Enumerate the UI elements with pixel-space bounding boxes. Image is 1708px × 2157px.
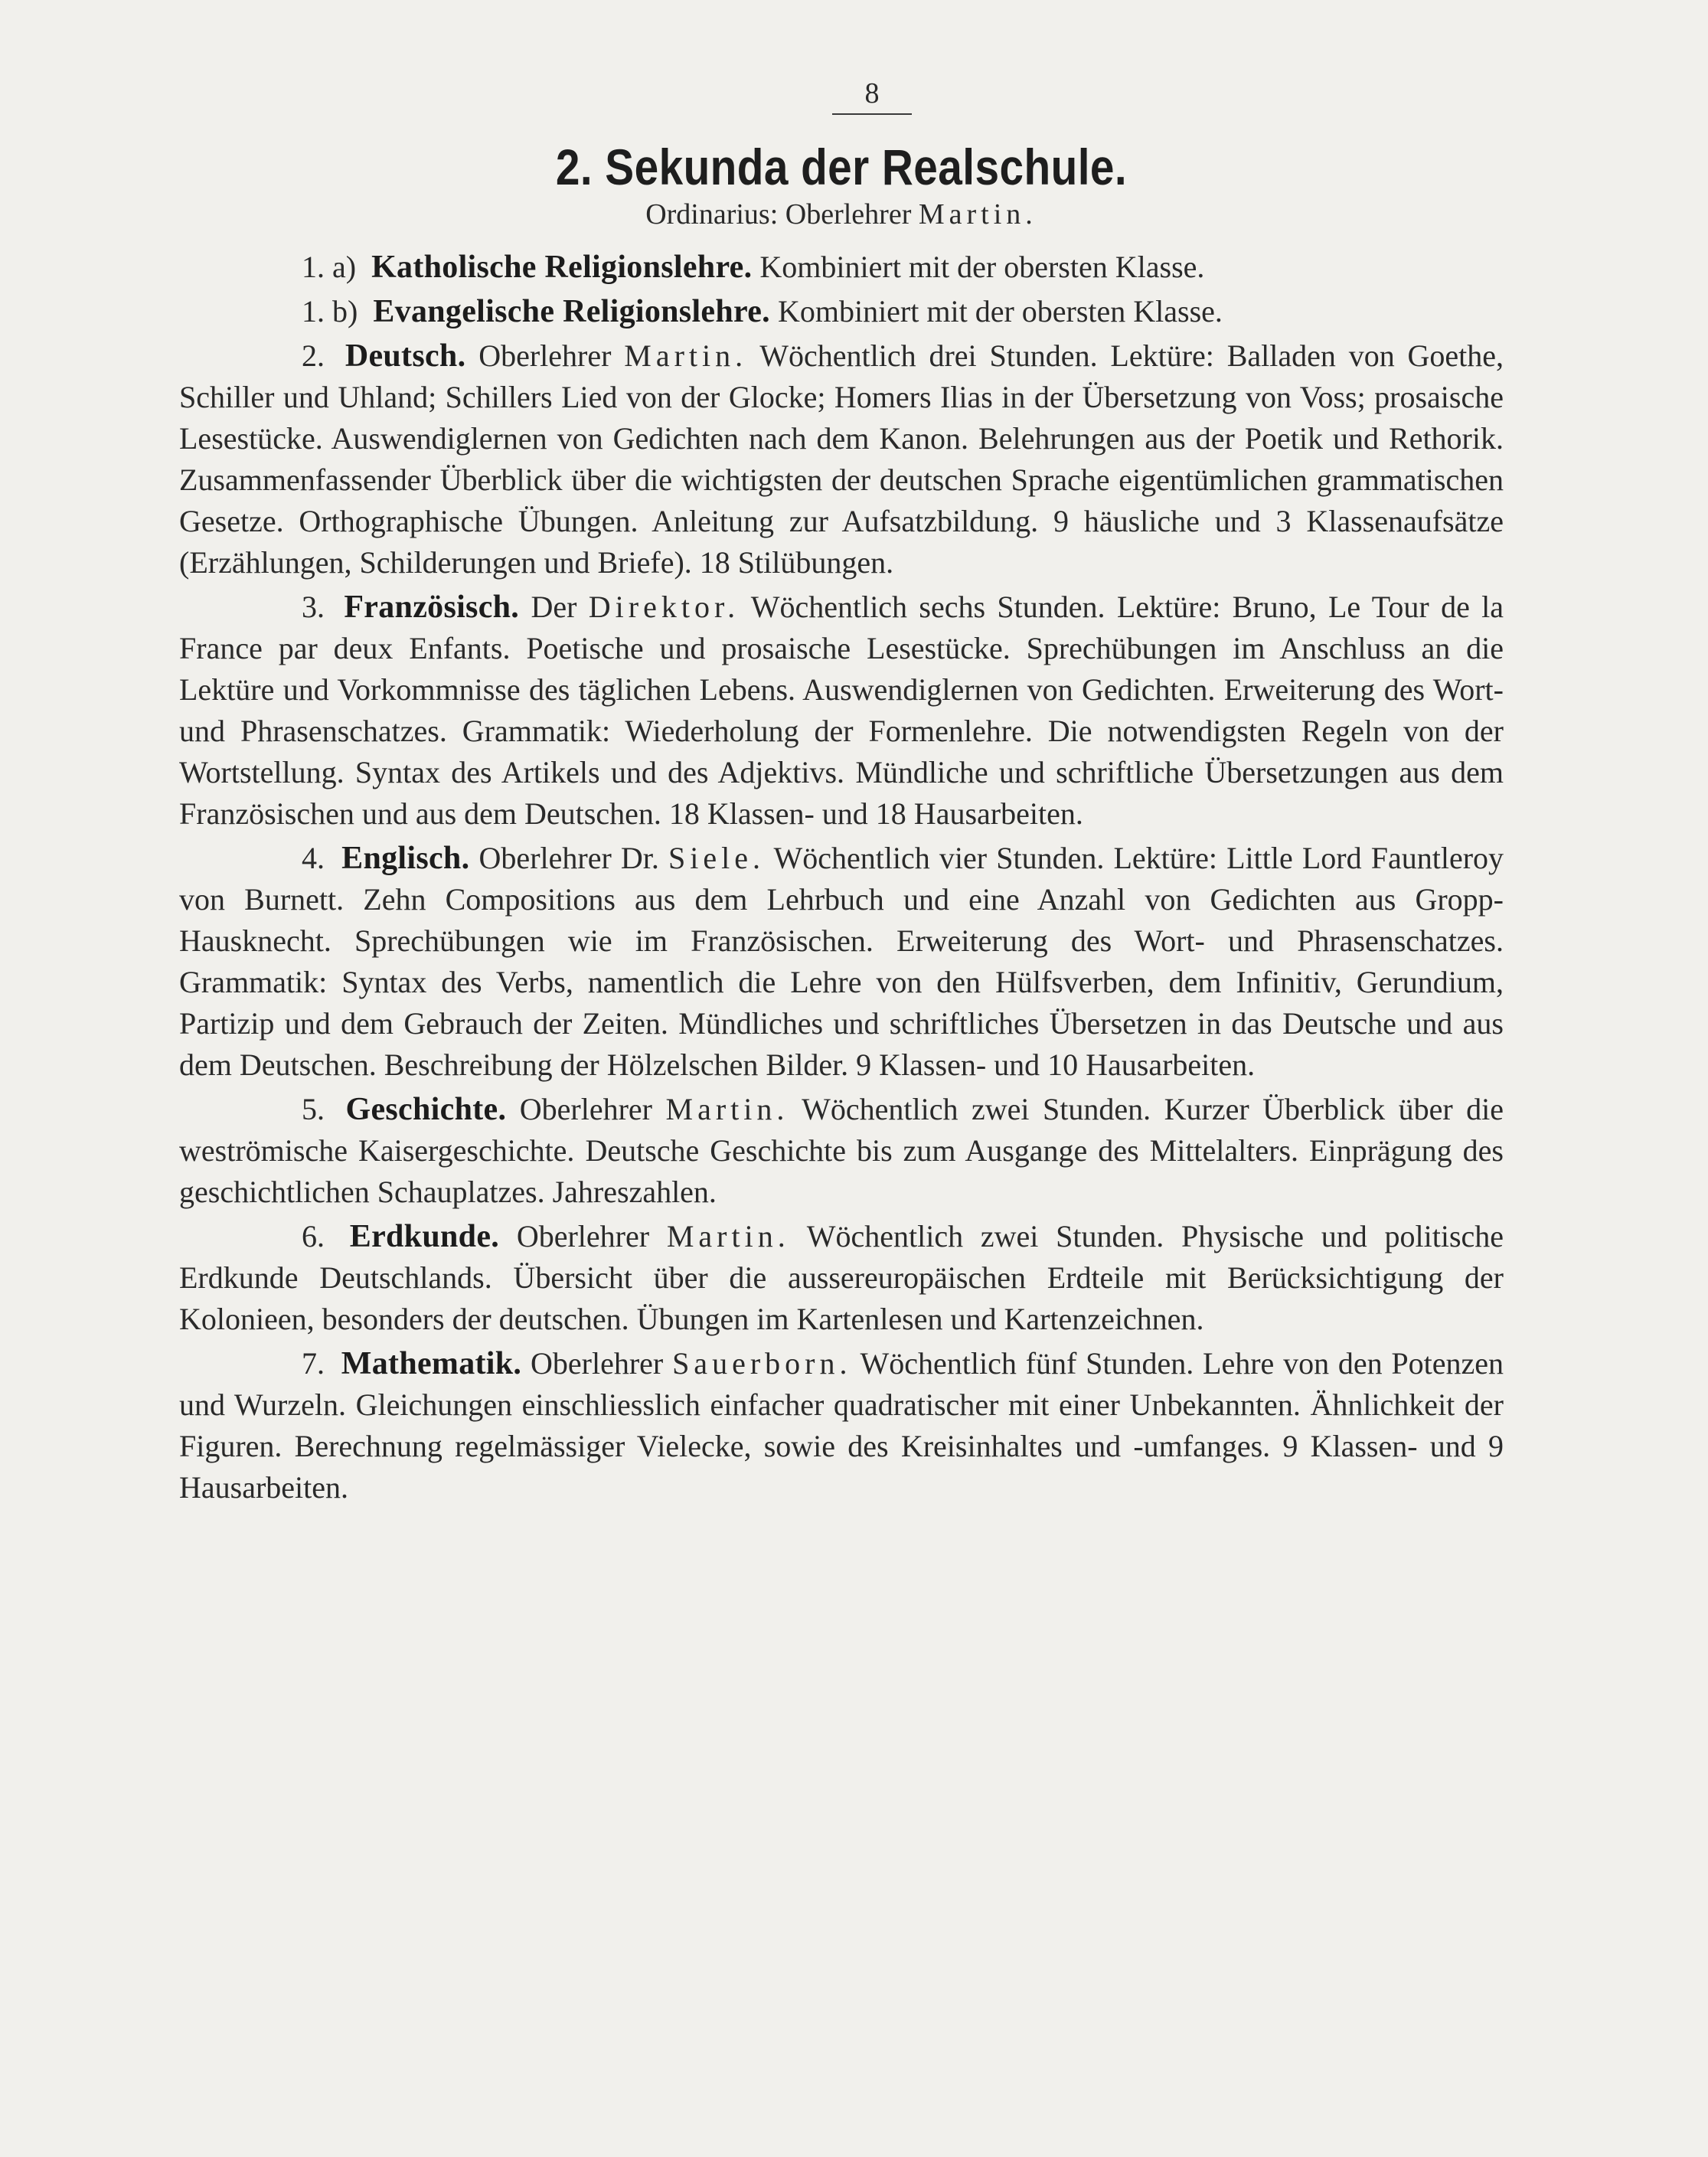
section-deutsch xyxy=(179,335,1504,583)
document-page xyxy=(179,77,1504,1508)
section-heading: Geschichte. xyxy=(345,1092,507,1127)
section-teacher-prefix: Oberlehrer xyxy=(478,338,612,373)
page-number: 8 xyxy=(864,77,880,109)
section-number: 2. xyxy=(302,338,325,373)
section-teacher-prefix: Oberlehrer xyxy=(519,1092,652,1126)
section-geschichte xyxy=(179,1089,1504,1213)
section-number: 1. a) xyxy=(302,250,357,284)
section-heading: Englisch. xyxy=(341,841,470,876)
section-body: Wöchentlich vier Stunden. Lektüre: Little Lord Fauntleroy von Burnett. Zehn Compositions aus dem Lehrbuch und eine Anzahl von Gedichten aus Gropp-Hausknecht. Sprechübungen wie im Französischen. Erweiterung des Wort- und Phrasenschatzes. Grammatik: Syntax des Verbs, namentlich die Lehre von den Hülfsverben, dem Infinitiv, Gerundium, Partizip und dem Gebrauch der Zeiten. Mündliches und schriftliches Übersetzen in das Deutsche und aus dem Deutschen. Beschreibung der Hölzelschen Bilder. 9 Klassen- und 10 Hausarbeiten. xyxy=(179,841,1504,1082)
section-mathematik xyxy=(179,1343,1504,1508)
section-heading: Mathematik. xyxy=(341,1346,522,1381)
section-number: 4. xyxy=(302,841,325,875)
section-teacher-prefix: Oberlehrer Dr. xyxy=(478,841,659,875)
section-englisch xyxy=(179,838,1504,1086)
section-number: 5. xyxy=(302,1092,325,1126)
section-heading: Deutsch. xyxy=(345,338,466,374)
section-body: Wöchentlich zwei Stunden. Kurzer Überblick über die weströmische Kaisergeschichte. Deutsche Geschichte bis zum Ausgange des Mittelalters. Einprägung des geschichtlichen Schauplatzes. Jahreszahlen. xyxy=(179,1092,1504,1209)
section-body: Wöchentlich sechs Stunden. Lektüre: Bruno, Le Tour de la France par deux Enfants. Poetische und prosaische Lesestücke. Sprechübungen im Anschluss an die Lektüre und Vorkommnisse des täglichen Lebens. Auswendiglernen von Gedichten. Erweiterung des Wort- und Phrasenschatzes. Grammatik: Wiederholung der Formenlehre. Die notwendigsten Regeln von der Wortstellung. Syntax des Artikels und des Adjektivs. Mündliche und schriftliche Übersetzungen aus dem Französischen und aus dem Deutschen. 18 Klassen- und 18 Hausarbeiten. xyxy=(179,590,1504,831)
section-body: Kombiniert mit der obersten Klasse. xyxy=(777,294,1223,328)
page-number-rule xyxy=(832,113,912,115)
section-body: Wöchentlich drei Stunden. Lektüre: Balladen von Goethe, Schiller und Uhland; Schillers Lied von der Glocke; Homers Ilias in der Übersetzung von Voss; prosaische Lesestücke. Auswendiglernen von Gedichten nach dem Kanon. Belehrungen aus der Poetik und Rethorik. Zusammenfassender Überblick über die wichtigsten der deutschen Sprache eigentümlichen grammatischen Gesetze. Orthographische Übungen. Anleitung zur Aufsatzbildung. 9 häusliche und 3 Klassenaufsätze (Erzählungen, Schilderungen und Briefe). 18 Stilübungen. xyxy=(179,338,1504,580)
section-number: 1. b) xyxy=(302,294,358,328)
section-heading: Erdkunde. xyxy=(349,1219,500,1254)
section-heading: Katholische Religionslehre. xyxy=(371,250,753,285)
section-body: Kombiniert mit der obersten Klasse. xyxy=(759,250,1205,284)
section-number: 6. xyxy=(302,1219,325,1253)
ordinarius-label: Ordinarius: Oberlehrer xyxy=(645,198,912,230)
section-teacher-name: Sauerborn. xyxy=(672,1346,852,1381)
section-number: 3. xyxy=(302,590,325,624)
section-erdkunde xyxy=(179,1216,1504,1340)
section-teacher-name: Martin. xyxy=(624,338,748,373)
page-title: 2. Sekunda der Realschule. xyxy=(555,139,1128,195)
ordinarius-line xyxy=(179,198,1504,231)
section-body: Wöchentlich zwei Stunden. Physische und politische Erdkunde Deutschlands. Übersicht über die aussereuropäischen Erdteile mit Berücksichtigung der Kolonieen, besonders der deutschen. Übungen im Kartenlesen und Kartenzeichnen. xyxy=(179,1219,1504,1336)
section-teacher-prefix: Oberlehrer xyxy=(531,1346,664,1381)
section-heading: Französisch. xyxy=(344,590,520,625)
section-body: Wöchentlich fünf Stunden. Lehre von den Potenzen und Wurzeln. Gleichungen einschliesslich einfacher quadratischer mit einer Unbekannten. Ähnlichkeit der Figuren. Berechnung regelmässiger Vielecke, sowie des Kreisinhaltes und -umfanges. 9 Klassen- und 9 Hausarbeiten. xyxy=(179,1346,1504,1505)
section-teacher-prefix: Oberlehrer xyxy=(516,1219,650,1253)
section-teacher-name: Martin. xyxy=(666,1219,790,1253)
section-katholische-religionslehre xyxy=(179,247,1504,288)
section-franzoesisch xyxy=(179,587,1504,835)
section-heading: Evangelische Religionslehre. xyxy=(373,294,770,329)
ordinarius-name: Martin. xyxy=(918,198,1037,230)
section-teacher-prefix: Der xyxy=(531,590,577,624)
section-teacher-name: Direktor. xyxy=(588,590,740,624)
section-teacher-name: Martin. xyxy=(665,1092,789,1126)
section-teacher-name: Siele. xyxy=(668,841,766,875)
section-number: 7. xyxy=(302,1346,325,1381)
section-evangelische-religionslehre xyxy=(179,291,1504,332)
